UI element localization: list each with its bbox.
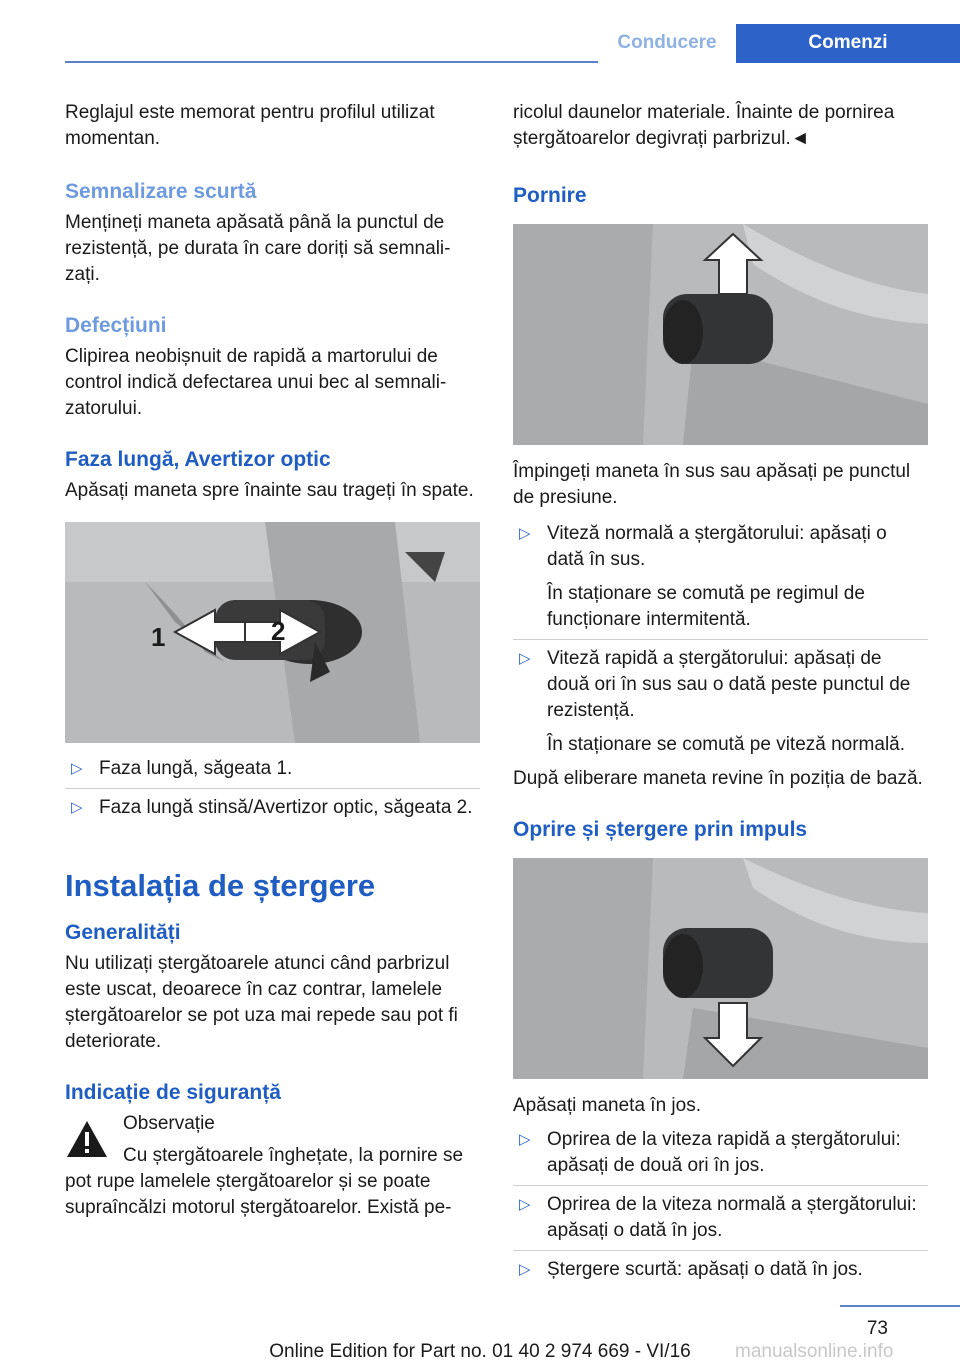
triangle-bullet-icon: ▷: [519, 1196, 531, 1213]
lever-illustration-2: [513, 224, 928, 445]
high-beam-text: Apăsați maneta spre înainte sau trageți în spate.: [65, 480, 474, 501]
heading-short-signal: Semnalizare scurtă: [65, 180, 257, 203]
tab-conducere[interactable]: Conducere: [598, 24, 736, 63]
lever-illustration-3: [513, 858, 928, 1079]
start-list: [513, 521, 928, 758]
stop-list: [513, 1127, 928, 1283]
triangle-bullet-icon: ▷: [71, 760, 83, 777]
start-text: Împingeți maneta în sus sau apăsați pe punctul de presiune.: [513, 461, 911, 508]
tab-comenzi[interactable]: Comenzi: [736, 24, 960, 63]
triangle-bullet-icon: ▷: [519, 525, 531, 542]
high-beam-list: [65, 756, 480, 821]
sub-note-normal: În staționare se comută pe regimul de funcționare intermitentă.: [547, 583, 865, 630]
continued-text: ricolul daunelor materiale. Înainte de pornirea ștergătoarelor degivrați parbrizul.◄: [513, 102, 895, 149]
warning-block: [65, 1111, 480, 1221]
warning-text: Cu ștergătoarele înghețate, la pornire se pot rupe lamelele ștergătoarelor și se poate supraîncălzi motorul ștergătoarelor. Există pe-: [65, 1145, 464, 1218]
heading-wipers: Instalația de ștergere: [65, 868, 376, 903]
heading-defects: Defecțiuni: [65, 314, 167, 337]
watermark: manualsonline.info: [735, 1341, 894, 1362]
footer-rule: [840, 1305, 960, 1307]
list-item: ▷ Viteză normală a ștergătorului: apăsați o dată în sus.: [519, 523, 887, 570]
triangle-bullet-icon: ▷: [71, 799, 83, 816]
intro-text: Reglajul este memorat pentru profilul utilizat momentan.: [65, 102, 435, 149]
heading-safety: Indicație de siguranță: [65, 1081, 281, 1104]
heading-stop: Oprire și ștergere prin impuls: [513, 818, 808, 841]
release-text: După eliberare maneta revine în poziția de bază.: [513, 768, 923, 789]
list-item: ▷ Oprirea de la viteza rapidă a ștergătorului: apăsați de două ori în jos.: [519, 1129, 901, 1176]
warning-triangle-icon: [65, 1119, 109, 1164]
triangle-bullet-icon: ▷: [519, 650, 531, 667]
list-item: ▷ Faza lungă stinsă/Avertizor optic, săgeata 2.: [65, 795, 480, 821]
figure-high-beam-lever: [65, 522, 480, 743]
heading-general: Generalități: [65, 921, 181, 944]
list-item: ▷ Faza lungă, săgeata 1.: [65, 756, 480, 782]
fig-label-2: 2: [271, 616, 286, 646]
short-signal-text: Mențineți maneta apăsată până la punctul de rezistență, pe durata în care doriți să semnali‐zați.: [65, 212, 451, 285]
figure-lever-down: [513, 858, 928, 1079]
defects-text: Clipirea neobișnuit de rapidă a martorului de control indică defectarea unui bec al semnali‐zatorului.: [65, 346, 447, 419]
list-divider: [513, 639, 928, 640]
lever-illustration-1: [65, 522, 480, 743]
list-item: ▷ Oprirea de la viteza normală a ștergătorului: apăsați o dată în jos.: [519, 1194, 917, 1241]
list-divider: [513, 1185, 928, 1186]
figure-lever-up: [513, 224, 928, 445]
list-divider: [513, 1250, 928, 1251]
sub-note-fast: În staționare se comută pe viteză normală.: [547, 734, 906, 755]
page-number: 73: [866, 1318, 888, 1339]
left-column: [65, 100, 480, 1221]
list-item: ▷ Ștergere scurtă: apăsați o dată în jos.: [513, 1257, 928, 1283]
heading-start: Pornire: [513, 184, 587, 207]
triangle-bullet-icon: ▷: [519, 1131, 531, 1148]
general-text: Nu utilizați ștergătoarele atunci când parbrizul este uscat, deoarece în caz contrar, lamelele ștergătoarelor se pot uza mai repede sau pot fi deteriorate.: [65, 953, 458, 1052]
stop-text: Apăsați maneta în jos.: [513, 1095, 701, 1116]
heading-high-beam: Faza lungă, Avertizor optic: [65, 448, 331, 471]
warning-title: Observație: [123, 1113, 215, 1134]
edition-text: Online Edition for Part no. 01 40 2 974 669 - VI/16: [269, 1341, 691, 1362]
fig-label-1: 1: [151, 622, 166, 652]
list-item: ▷ Viteză rapidă a ștergătorului: apăsați de două ori în sus sau o dată peste punctul de rezistență.: [519, 648, 911, 721]
list-divider: [65, 788, 480, 789]
right-column: [513, 100, 928, 1283]
triangle-bullet-icon: ▷: [519, 1261, 531, 1278]
